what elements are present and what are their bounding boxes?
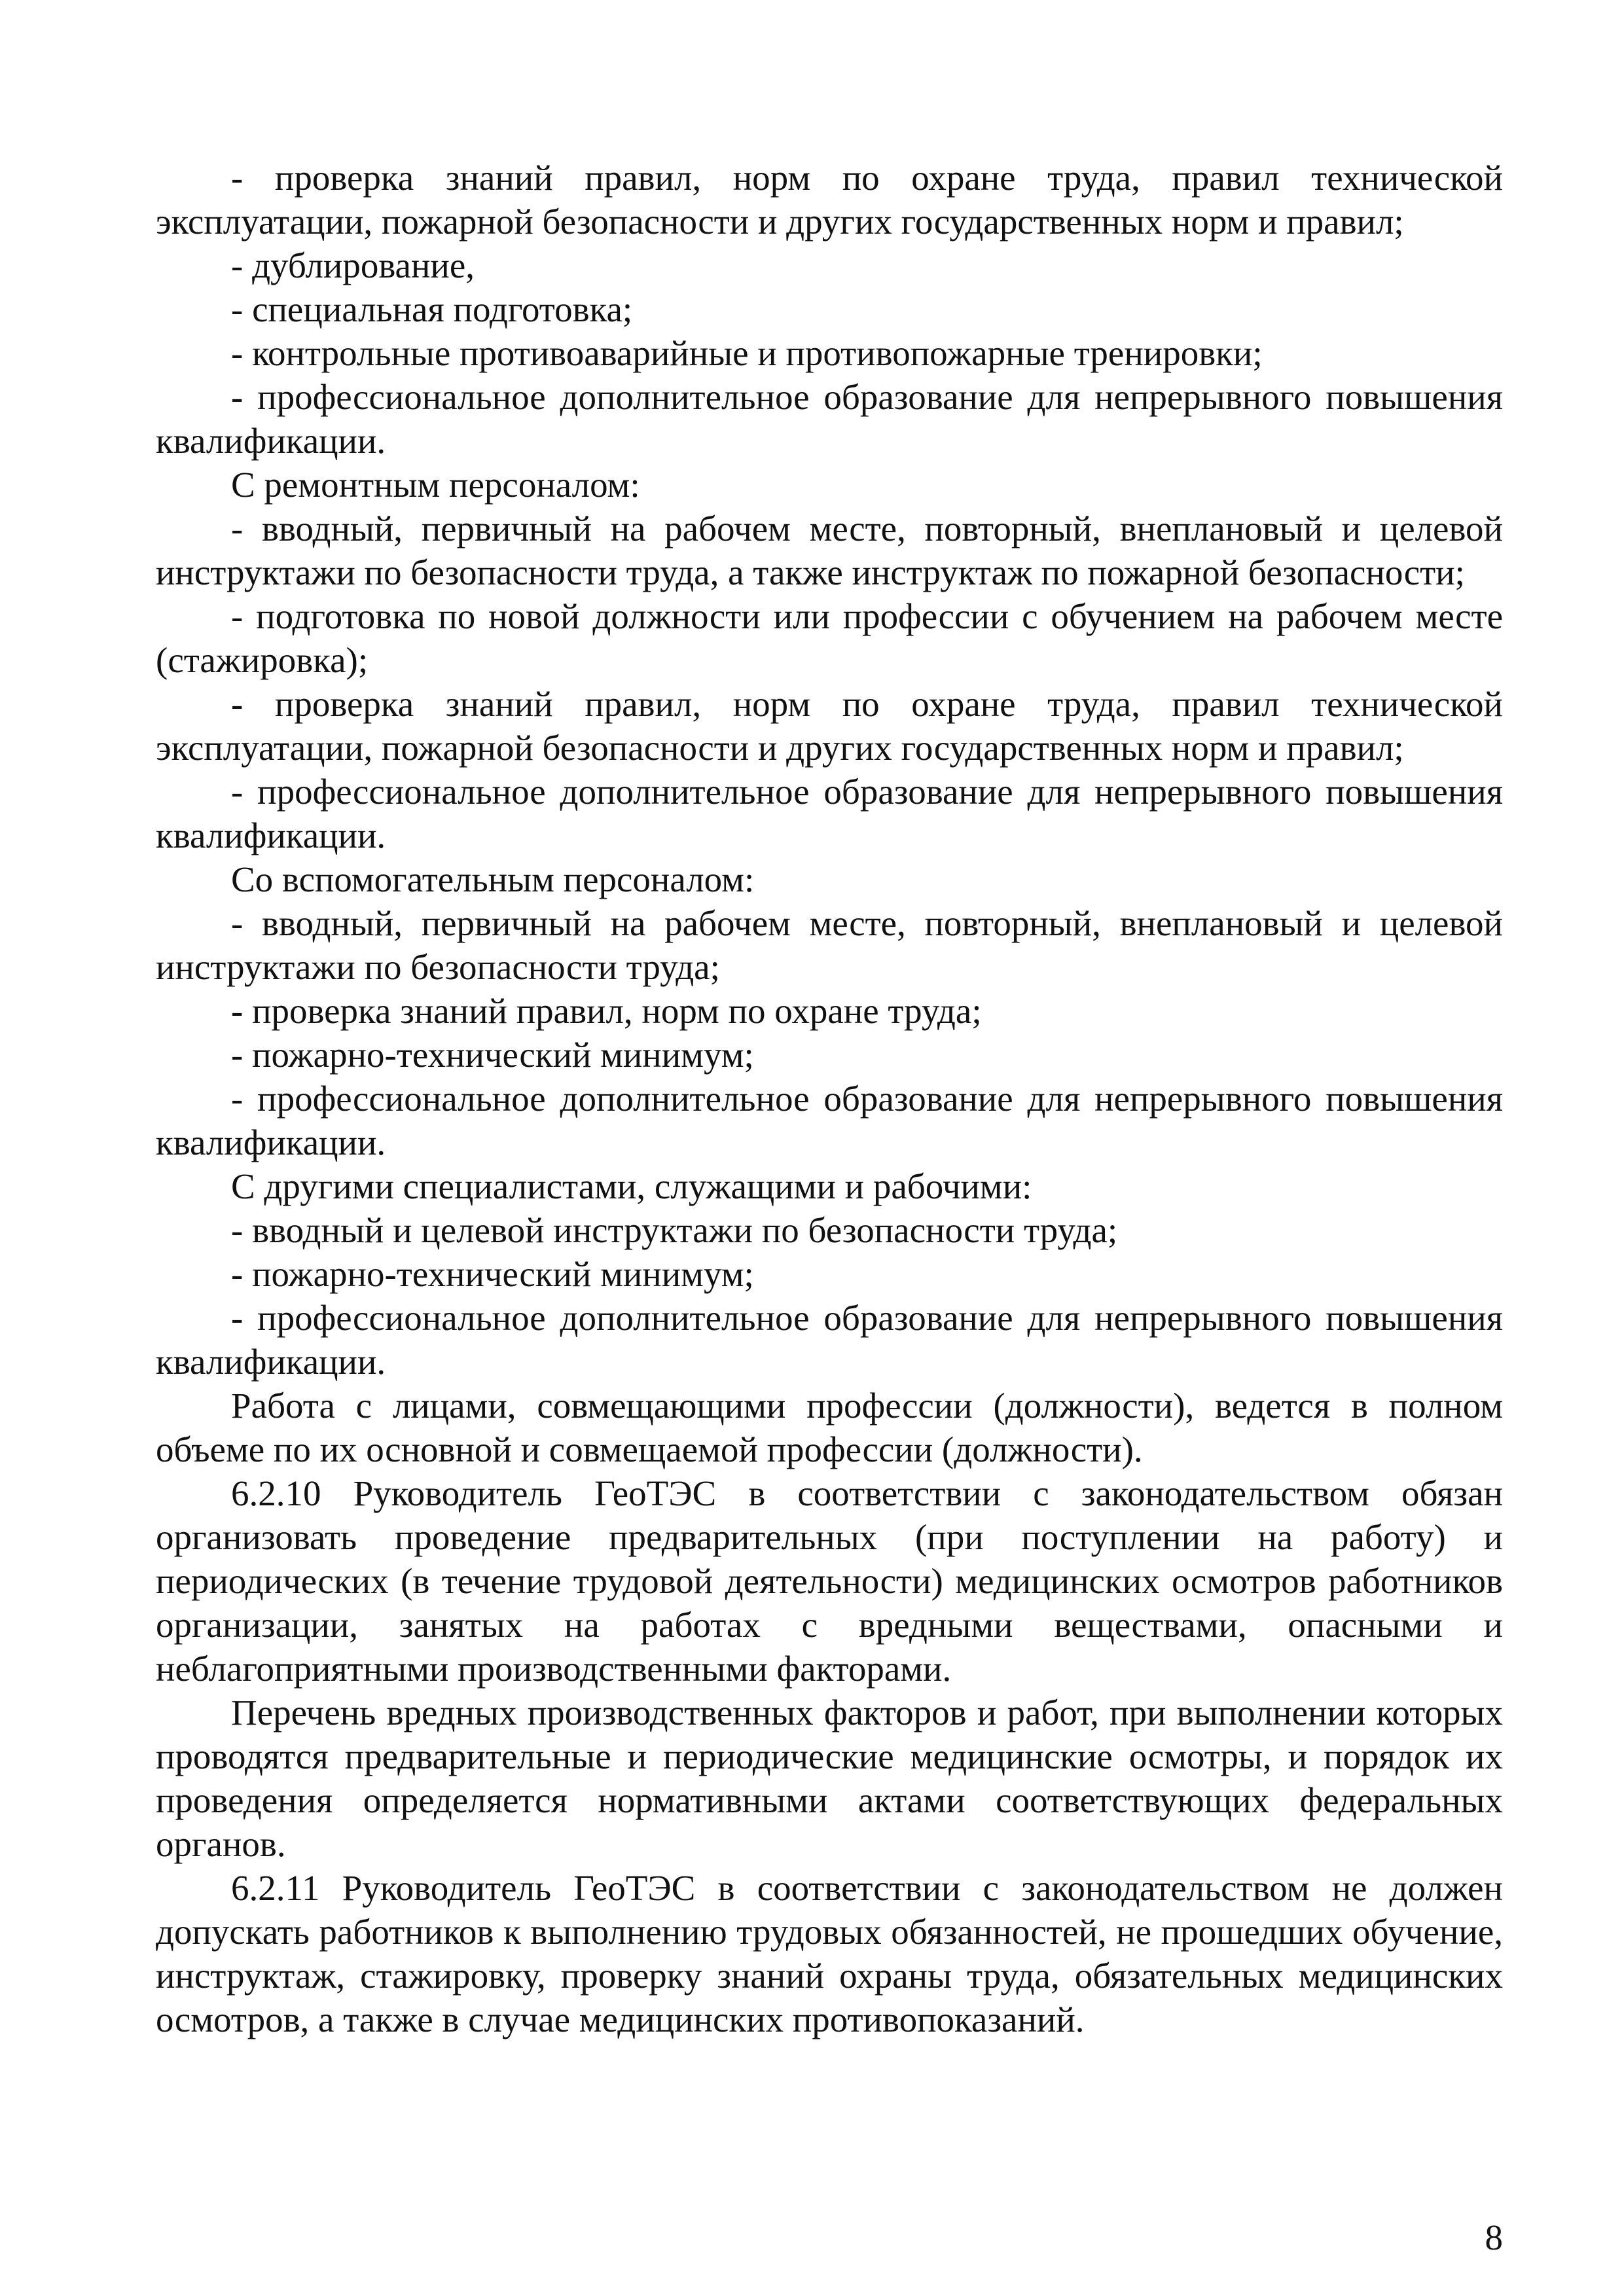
list-item-briefings: - вводный, первичный на рабочем месте, повторный, внеплановый и целевой инструктажи по безопасности труда, а также инструктаж по пожарной безопасности; <box>156 509 1503 592</box>
list-item-professional-education: - профессиональное дополнительное образование для непрерывного повышения квалификации. <box>156 1298 1503 1382</box>
list-item-fire-minimum: - пожарно-технический минимум; <box>231 1254 754 1294</box>
paragraph-harmful-factors: Перечень вредных производственных факторов и работ, при выполнении которых проводятся предварительные и периодические медицинские осмотры, и порядок их проведения определяется нормативными актами соответствующих федеральных органов. <box>156 1693 1503 1864</box>
list-item-knowledge-check: - проверка знаний правил, норм по охране труда, правил технической эксплуатации, пожарной безопасности и других государственных норм и правил; <box>156 684 1503 768</box>
list-item-fire-minimum: - пожарно-технический минимум; <box>231 1035 754 1075</box>
page-number: 8 <box>1485 2217 1503 2257</box>
paragraph-combined-professions: Работа с лицами, совмещающими профессии (должности), ведется в полном объеме по их основной и совмещаемой профессии (должности). <box>156 1386 1503 1469</box>
clause-6-2-10: 6.2.10 Руководитель ГеоТЭС в соответствии с законодательством обязан организовать проведение предварительных (при поступлении на работу) и периодических (в течение трудовой деятельности) медицинских осмотров работников организации, занятых на работах с вредными веществами, опасными и неблагоприятными производственными факторами. <box>156 1473 1503 1689</box>
section-heading-auxiliary-staff: Со вспомогательным персоналом: <box>231 859 755 899</box>
list-item-briefings: - вводный и целевой инструктажи по безопасности труда; <box>231 1210 1118 1250</box>
list-item-briefings: - вводный, первичный на рабочем месте, повторный, внеплановый и целевой инструктажи по безопасности труда; <box>156 903 1503 987</box>
list-item-professional-education: - профессиональное дополнительное образование для непрерывного повышения квалификации. <box>156 1079 1503 1162</box>
list-item-knowledge-check: - проверка знаний правил, норм по охране труда, правил технической эксплуатации, пожарной безопасности и других государственных норм и правил; <box>156 158 1503 242</box>
clause-6-2-11: 6.2.11 Руководитель ГеоТЭС в соответствии с законодательством не должен допускать работников к выполнению трудовых обязанностей, не прошедших обучение, инструктаж, стажировку, проверку знаний охраны труда, обязательных медицинских осмотров, а также в случае медицинских противопоказаний. <box>156 1868 1503 2039</box>
list-item-duplication: - дублирование, <box>231 245 475 285</box>
list-item-special-training: - специальная подготовка; <box>231 289 633 329</box>
list-item-drills: - контрольные противоаварийные и противопожарные тренировки; <box>231 333 1263 373</box>
section-heading-other-staff: С другими специалистами, служащими и рабочими: <box>231 1166 1032 1206</box>
page-body <box>156 156 1503 2041</box>
list-item-internship: - подготовка по новой должности или профессии с обучением на рабочем месте (стажировка); <box>156 596 1503 680</box>
section-heading-repair-staff: С ремонтным персоналом: <box>231 465 640 505</box>
list-item-knowledge-check: - проверка знаний правил, норм по охране труда; <box>231 991 982 1031</box>
list-item-professional-education: - профессиональное дополнительное образование для непрерывного повышения квалификации. <box>156 377 1503 461</box>
list-item-professional-education: - профессиональное дополнительное образование для непрерывного повышения квалификации. <box>156 772 1503 855</box>
